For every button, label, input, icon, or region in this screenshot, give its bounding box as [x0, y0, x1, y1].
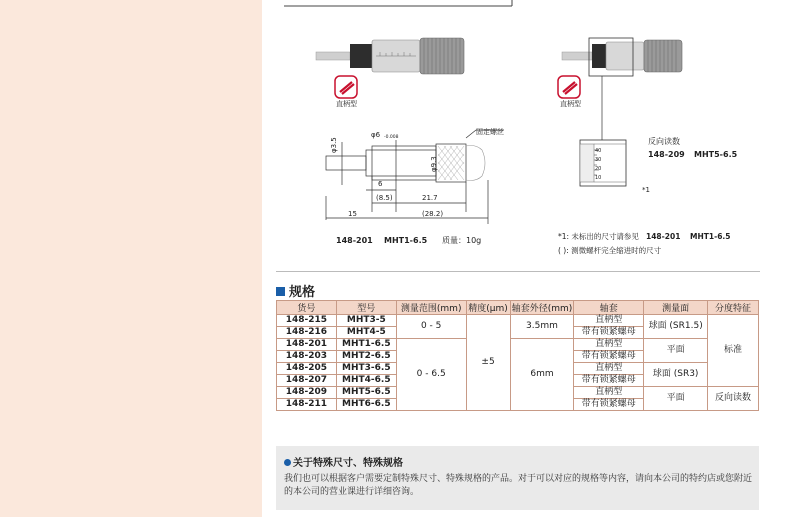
- col-header: 分度特征: [708, 301, 759, 315]
- svg-text:MHT1-6.5: MHT1-6.5: [690, 232, 731, 241]
- model-cell: MHT4-5: [336, 327, 396, 339]
- svg-text:30: 30: [595, 157, 602, 163]
- svg-text:21.7: 21.7: [422, 194, 438, 202]
- part-no-cell: 148-207: [277, 375, 337, 387]
- graduation-cell: 标准: [708, 315, 759, 387]
- model-cell: MHT5-6.5: [336, 387, 396, 399]
- svg-text:φ6: φ6: [371, 131, 381, 139]
- model-cell: MHT4-6.5: [336, 375, 396, 387]
- part-no-cell: 148-209: [277, 387, 337, 399]
- sleeve-cell: 带有锁紧螺母: [574, 375, 644, 387]
- sleeve-cell: 带有锁紧螺母: [574, 351, 644, 363]
- right-micrometer-photo: [562, 38, 682, 76]
- sleeve-cell: 带有锁紧螺母: [574, 399, 644, 411]
- micrometer-head-figure: [276, 0, 760, 262]
- spec-table: [276, 300, 759, 411]
- model-cell: MHT1-6.5: [336, 339, 396, 351]
- part-no-cell: 148-211: [277, 399, 337, 411]
- sleeve-cell: 直柄型: [574, 315, 644, 327]
- table-row: [277, 315, 759, 327]
- svg-text:148-209: 148-209: [648, 150, 685, 159]
- reverse-reading-detail: [580, 140, 626, 186]
- face-cell: 球面 (SR3): [644, 363, 708, 387]
- bullet-dot-icon: [284, 459, 291, 466]
- part-no-cell: 148-203: [277, 351, 337, 363]
- svg-text:20: 20: [595, 166, 602, 172]
- col-header: 型号: [336, 301, 396, 315]
- left-caption: 直柄型: [336, 100, 357, 108]
- sleeve-cell: 直柄型: [574, 339, 644, 351]
- section-divider: [276, 271, 760, 272]
- model-cell: MHT3-6.5: [336, 363, 396, 375]
- face-cell: 平面: [644, 387, 708, 411]
- col-header: 轴套: [574, 301, 644, 315]
- sleeve-cell: 直柄型: [574, 387, 644, 399]
- sleeve-cell: 直柄型: [574, 363, 644, 375]
- face-cell: 平面: [644, 339, 708, 363]
- special-size-note-box: [276, 446, 759, 510]
- od-cell: 3.5mm: [510, 315, 574, 339]
- col-header: 轴套外径(mm): [510, 301, 574, 315]
- svg-text:MHT1-6.5: MHT1-6.5: [384, 236, 428, 245]
- model-cell: MHT6-6.5: [336, 399, 396, 411]
- note-title: 关于特殊尺寸、特殊规格: [284, 454, 403, 469]
- model-cell: MHT3-5: [336, 315, 396, 327]
- svg-text:MHT5-6.5: MHT5-6.5: [694, 150, 738, 159]
- svg-text:固定螺丝: 固定螺丝: [476, 128, 504, 136]
- part-no-cell: 148-215: [277, 315, 337, 327]
- graduation-cell: 反向读数: [708, 387, 759, 411]
- col-header: 测量面: [644, 301, 708, 315]
- right-caption: 直柄型: [560, 100, 581, 108]
- model-cell: MHT2-6.5: [336, 351, 396, 363]
- od-cell: 6mm: [510, 339, 574, 411]
- part-no-cell: 148-216: [277, 327, 337, 339]
- svg-text:-0.008: -0.008: [384, 135, 399, 140]
- range-cell: 0 - 6.5: [396, 339, 466, 411]
- svg-text:( ): 测微螺杆完全缩进时的尺寸: ( ): 测微螺杆完全缩进时的尺寸: [558, 246, 662, 255]
- svg-text:6: 6: [378, 180, 383, 188]
- right-straight-shank-icon: [558, 76, 580, 98]
- note-body: 我们也可以根据客户需要定制特殊尺寸、特殊规格的产品。对于可以对应的规格等内容，请向本公司的特约店或您附近的本公司的营业课进行详细咨询。: [284, 474, 753, 497]
- svg-text:10: 10: [595, 175, 602, 181]
- section-bullet-icon: [276, 287, 285, 296]
- svg-text:φ3.5: φ3.5: [330, 137, 338, 153]
- col-header: 精度(µm): [466, 301, 510, 315]
- svg-text:质量：10g: 质量：10g: [442, 236, 482, 245]
- col-header: 货号: [277, 301, 337, 315]
- svg-text:反向读数: 反向读数: [648, 137, 680, 146]
- svg-text:40: 40: [595, 148, 602, 154]
- range-cell: 0 - 5: [396, 315, 466, 339]
- sleeve-cell: 带有锁紧螺母: [574, 327, 644, 339]
- table-header-row: [277, 301, 759, 315]
- straight-shank-icon: [335, 76, 357, 98]
- svg-text:*1: 未标出的尺寸请参见: *1: 未标出的尺寸请参见: [558, 232, 639, 241]
- svg-text:*1: *1: [642, 186, 650, 194]
- spec-section-title: 规格: [276, 281, 315, 300]
- face-cell: 球面 (SR1.5): [644, 315, 708, 339]
- part-no-cell: 148-205: [277, 363, 337, 375]
- table-row: [277, 339, 759, 351]
- left-micrometer-photo: [316, 38, 464, 74]
- svg-text:φ9.3: φ9.3: [430, 156, 438, 172]
- svg-text:(8.5): (8.5): [376, 194, 393, 202]
- svg-text:15: 15: [348, 210, 357, 218]
- left-margin-band: [0, 0, 262, 517]
- svg-text:(28.2): (28.2): [422, 210, 444, 218]
- part-no-cell: 148-201: [277, 339, 337, 351]
- svg-text:148-201: 148-201: [336, 236, 373, 245]
- col-header: 测量范围(mm): [396, 301, 466, 315]
- svg-text:148-201: 148-201: [646, 232, 681, 241]
- accuracy-cell: ±5: [466, 315, 510, 411]
